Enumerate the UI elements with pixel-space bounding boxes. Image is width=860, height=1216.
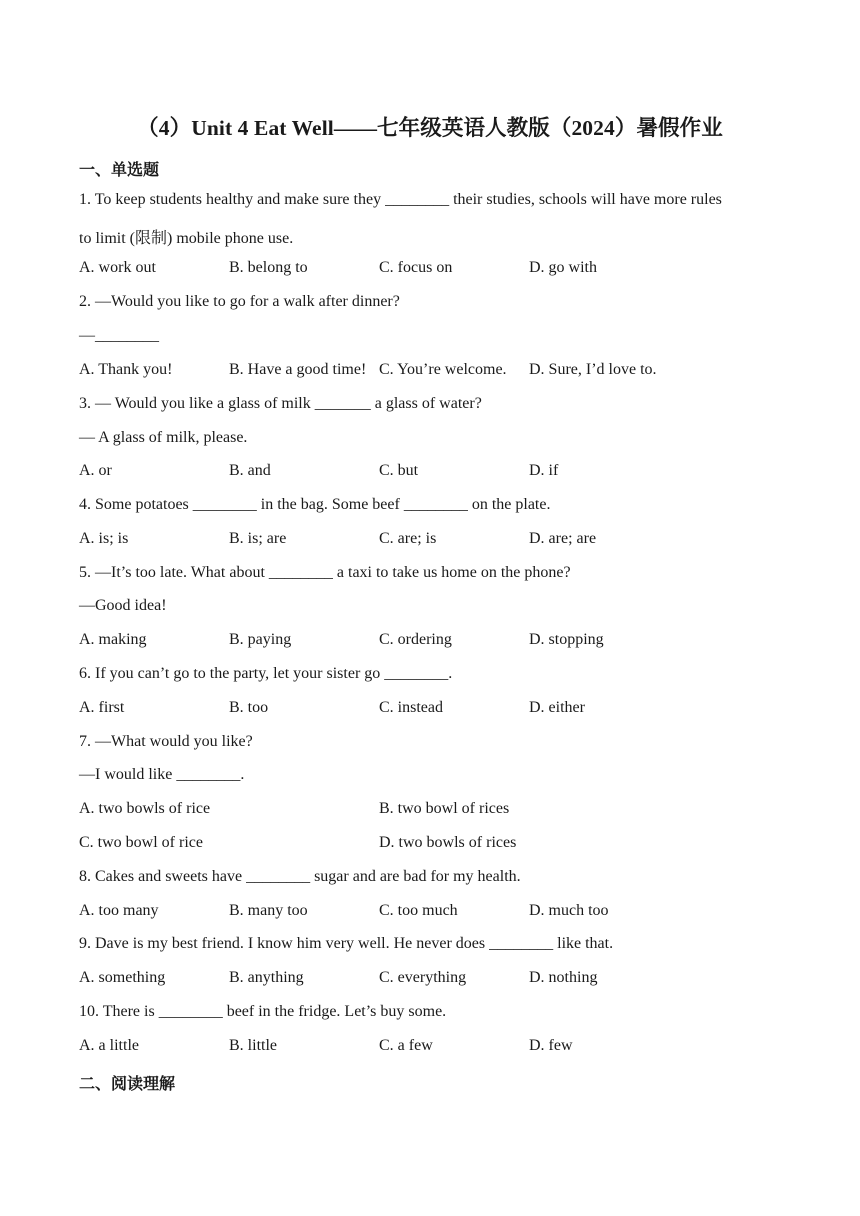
question-8-text: 8. Cakes and sweets have ________ sugar and are bad for my health. (79, 868, 521, 885)
option-b: B. many too (229, 902, 308, 919)
question-9-options (79, 969, 779, 989)
question-1-text-cont: to limit (限制) mobile phone use. (79, 230, 294, 247)
option-b: B. is; are (229, 530, 287, 547)
question-1-text: 1. To keep students healthy and make sure they ________ their studies, schools will have more rules (79, 191, 722, 208)
option-c: C. everything (379, 969, 467, 986)
question-7-options-row2 (79, 834, 779, 854)
option-a: A. is; is (79, 530, 129, 547)
option-c: C. focus on (379, 259, 453, 276)
option-c: C. a few (379, 1037, 433, 1054)
option-a: A. or (79, 462, 112, 479)
question-5-text: 5. —It’s too late. What about ________ a taxi to take us home on the phone? (79, 564, 571, 581)
question-10-text: 10. There is ________ beef in the fridge. Let’s buy some. (79, 1003, 447, 1020)
option-b: B. Have a good time! (229, 361, 367, 378)
option-d: D. either (529, 699, 585, 716)
option-c: C. too much (379, 902, 458, 919)
question-8-options (79, 902, 779, 922)
question-4-text: 4. Some potatoes ________ in the bag. Some beef ________ on the plate. (79, 496, 551, 513)
option-a: A. a little (79, 1037, 139, 1054)
option-c: C. You’re welcome. (379, 361, 507, 378)
option-a: A. something (79, 969, 166, 986)
question-7-text-cont: —I would like ________. (79, 766, 245, 783)
question-6-text: 6. If you can’t go to the party, let your sister go ________. (79, 665, 453, 682)
question-7-options-row1 (79, 800, 779, 820)
option-c: C. instead (379, 699, 443, 716)
question-7-text: 7. —What would you like? (79, 733, 253, 750)
section-heading-single-choice: 一、单选题 (79, 162, 160, 179)
question-1-options (79, 259, 779, 279)
page-title: （4）Unit 4 Eat Well——七年级英语人教版（2024）暑假作业 (137, 116, 723, 140)
question-3-options (79, 462, 779, 482)
option-d: D. few (529, 1037, 573, 1054)
option-b: B. paying (229, 631, 292, 648)
option-d: D. are; are (529, 530, 597, 547)
section-heading-reading: 二、阅读理解 (79, 1076, 176, 1093)
question-10-options (79, 1037, 779, 1057)
option-a: A. two bowls of rice (79, 800, 211, 817)
question-6-options (79, 699, 779, 719)
option-d: D. nothing (529, 969, 598, 986)
option-a: A. work out (79, 259, 156, 276)
option-b: B. two bowl of rices (379, 800, 510, 817)
option-a: A. Thank you! (79, 361, 173, 378)
option-c: C. two bowl of rice (79, 834, 203, 851)
option-d: D. much too (529, 902, 609, 919)
option-d: D. two bowls of rices (379, 834, 517, 851)
question-9-text: 9. Dave is my best friend. I know him very well. He never does ________ like that. (79, 935, 614, 952)
option-b: B. belong to (229, 259, 308, 276)
option-a: A. making (79, 631, 147, 648)
question-2-text-cont: —________ (79, 327, 159, 344)
option-b: B. little (229, 1037, 277, 1054)
question-3-text: 3. — Would you like a glass of milk _______ a glass of water? (79, 395, 482, 412)
option-b: B. anything (229, 969, 304, 986)
option-c: C. ordering (379, 631, 452, 648)
option-d: D. go with (529, 259, 597, 276)
question-5-options (79, 631, 779, 651)
option-d: D. if (529, 462, 559, 479)
option-a: A. too many (79, 902, 159, 919)
option-d: D. stopping (529, 631, 604, 648)
option-c: C. but (379, 462, 419, 479)
option-a: A. first (79, 699, 125, 716)
option-b: B. too (229, 699, 269, 716)
option-b: B. and (229, 462, 271, 479)
question-4-options (79, 530, 779, 550)
question-5-text-cont: —Good idea! (79, 597, 167, 614)
question-3-text-cont: — A glass of milk, please. (79, 429, 248, 446)
option-d: D. Sure, I’d love to. (529, 361, 657, 378)
option-c: C. are; is (379, 530, 437, 547)
question-2-text: 2. —Would you like to go for a walk after dinner? (79, 293, 400, 310)
question-2-options (79, 361, 779, 381)
